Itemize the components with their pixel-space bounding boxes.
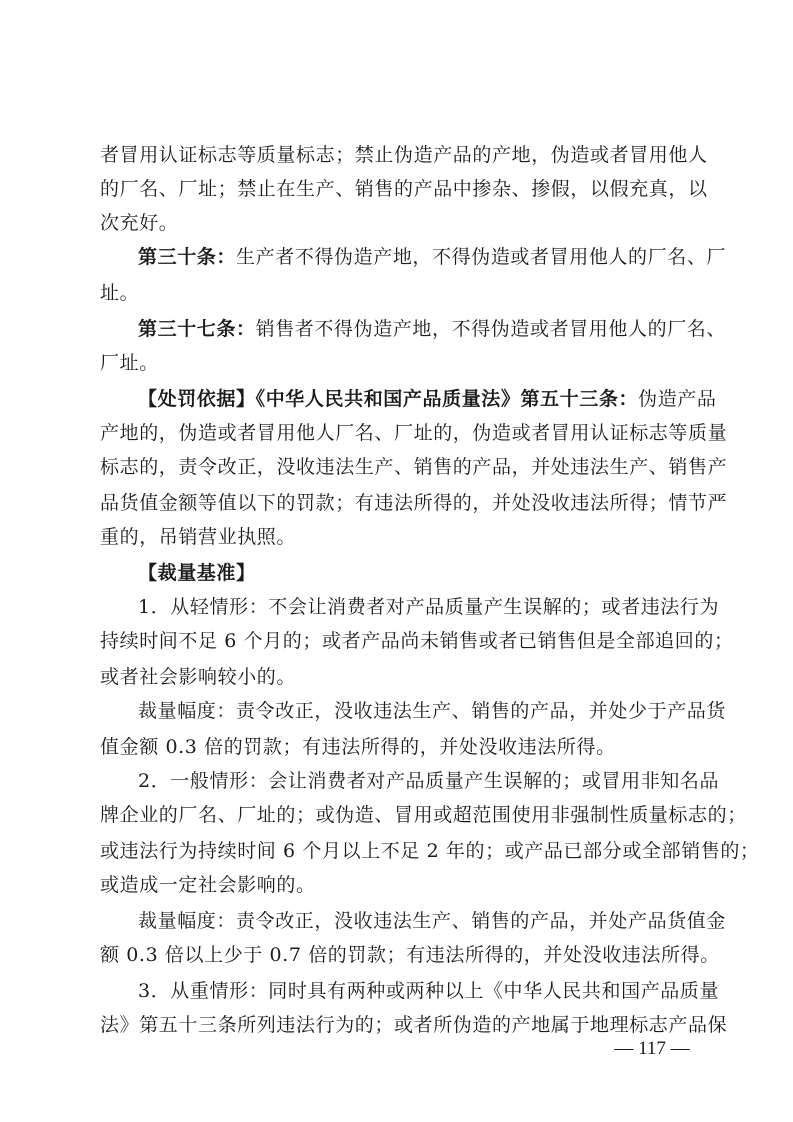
- text-line: 牌企业的厂名、厂址的；或伪造、冒用或超范围使用非强制性质量标志的；: [100, 804, 747, 826]
- discretion-heading: 【裁量基准】: [138, 562, 256, 584]
- article-heading: 第三十条：: [138, 246, 237, 268]
- text-line: 或者社会影响较小的。: [100, 666, 297, 688]
- text-line: 产地的，伪造或者冒用他人厂名、厂址的，伪造或者冒用认证标志等质量: [100, 422, 728, 444]
- text-line: 法》第五十三条所列违法行为的；或者所伪造的产地属于地理标志产品保: [100, 1014, 728, 1036]
- text-line: 的厂名、厂址；禁止在生产、销售的产品中掺杂、掺假，以假充真，以: [100, 178, 708, 200]
- text-line: 者冒用认证标志等质量标志；禁止伪造产品的产地，伪造或者冒用他人: [100, 144, 708, 166]
- text-line: 或造成一定社会影响的。: [100, 874, 316, 896]
- text-line: 2．一般情形：会让消费者对产品质量产生误解的；或冒用非知名品: [138, 770, 720, 792]
- text-line: 品货值金额等值以下的罚款；有违法所得的，并处没收违法所得；情节严: [100, 492, 728, 514]
- text-line: 裁量幅度：责令改正，没收违法生产、销售的产品，并处少于产品货: [138, 700, 727, 722]
- text-line: 裁量幅度：责令改正，没收违法生产、销售的产品，并处产品货值金: [138, 910, 727, 932]
- text-line: 重的，吊销营业执照。: [100, 526, 297, 548]
- text-line: 址。: [100, 282, 140, 304]
- text-line: 1．从轻情形：不会让消费者对产品质量产生误解的；或者违法行为: [138, 596, 720, 618]
- penalty-basis-heading: 【处罚依据】《中华人民共和国产品质量法》第五十三条：: [138, 388, 639, 410]
- text-line: 标志的，责令改正，没收违法生产、销售的产品，并处违法生产、销售产: [100, 456, 728, 478]
- discretion-heading-line: [138, 556, 698, 590]
- text-line: 或违法行为持续时间 6 个月以上不足 2 年的；或产品已部分或全部销售的；: [100, 840, 760, 862]
- text-line: 额 0.3 倍以上少于 0.7 倍的罚款；有违法所得的，并处没收违法所得。: [100, 944, 720, 966]
- article-heading: 第三十七条：: [138, 318, 256, 340]
- article-37-line: 第三十七条：销售者不得伪造产地，不得伪造或者冒用他人的厂名、: [138, 318, 727, 340]
- article-30-line: 第三十条：生产者不得伪造产地，不得伪造或者冒用他人的厂名、厂: [138, 246, 727, 268]
- text-line: 持续时间不足 6 个月的；或者产品尚未销售或者已销售但是全部追回的；: [100, 630, 734, 652]
- text-line: 次充好。: [100, 212, 179, 234]
- text-line: 值金额 0.3 倍的罚款；有违法所得的，并处没收违法所得。: [100, 736, 616, 758]
- text-line: 3．从重情形：同时具有两种或两种以上《中华人民共和国产品质量: [138, 980, 720, 1002]
- page-number: — 117 —: [614, 1038, 690, 1059]
- text-line: 厂址。: [100, 352, 159, 374]
- penalty-basis-line: 【处罚依据】《中华人民共和国产品质量法》第五十三条：伪造产品: [138, 388, 717, 410]
